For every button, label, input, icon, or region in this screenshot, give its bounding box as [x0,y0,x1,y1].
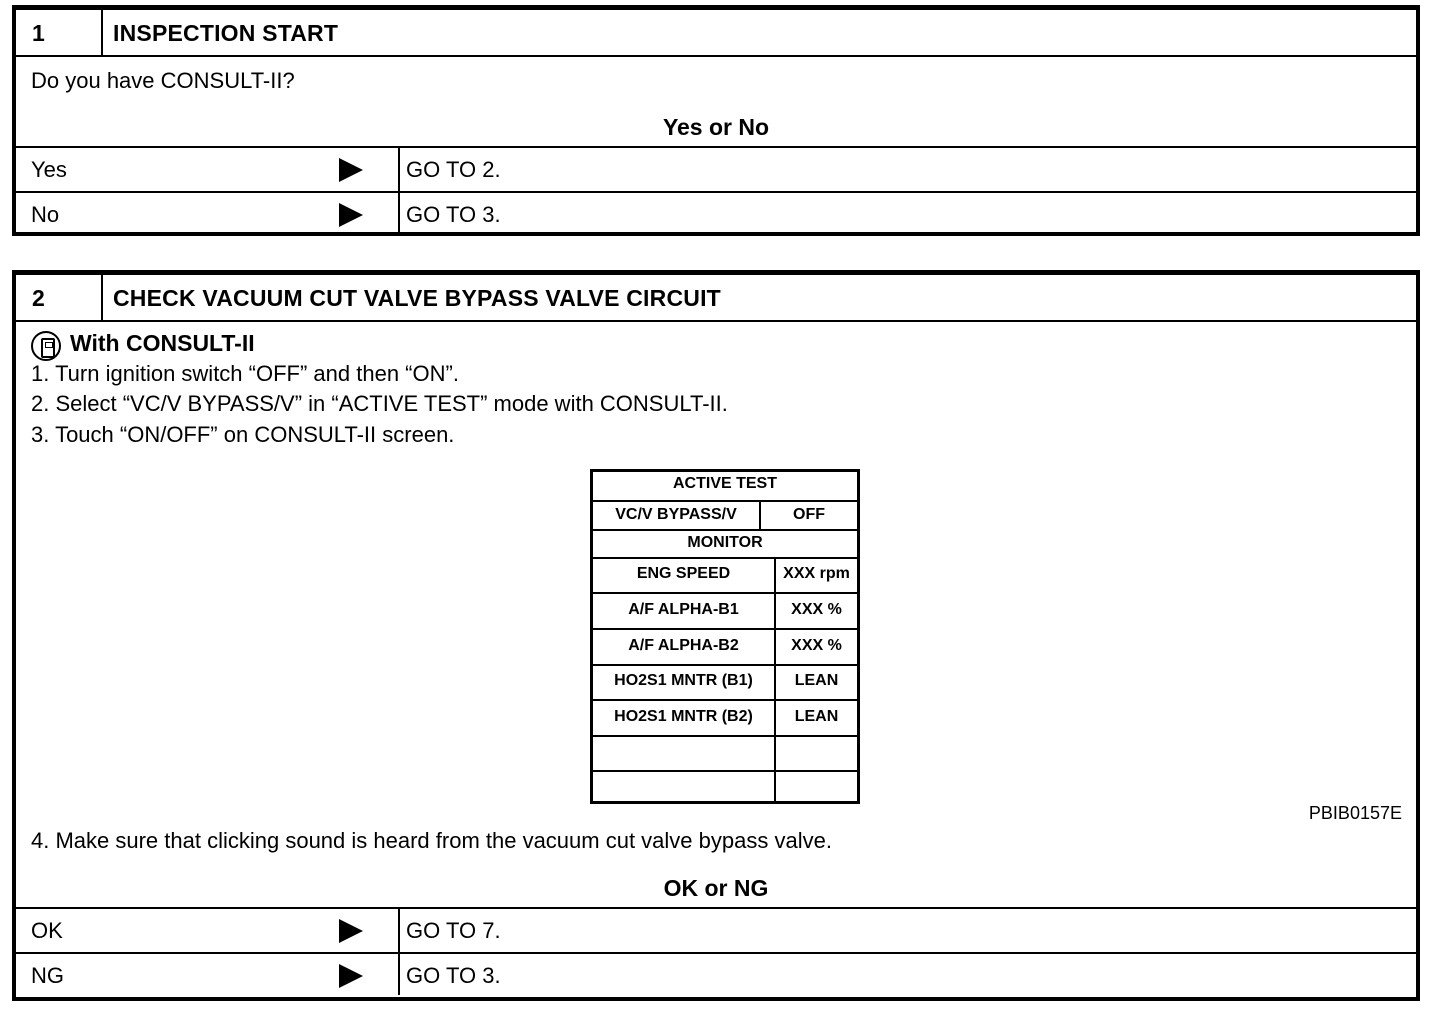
consult-ii-icon [31,331,61,361]
monitor-value: XXX rpm [783,565,850,582]
answer-row-yes[interactable] [16,146,1416,191]
with-consult-label: With CONSULT-II [70,330,255,356]
step-number: 2 [16,275,103,320]
monitor-value: LEAN [794,708,839,725]
monitor-item: HO2S1 MNTR (B1) [614,672,753,689]
arrow-right-icon [339,964,363,988]
procedure-step-1: 1. Turn ignition switch “OFF” and then “ON”. [31,361,459,386]
step-header [16,10,1416,57]
monitor-item: A/F ALPHA-B1 [628,601,739,618]
inspection-step-1 [12,5,1420,236]
arrow-right-icon [339,203,363,227]
goto-link[interactable]: GO TO 2. [406,157,501,182]
monitor-value: XXX % [791,601,842,618]
consult-screen-figure [590,469,860,804]
monitor-value: LEAN [794,672,839,689]
answer-row-ng[interactable] [16,952,1416,995]
test-value: OFF [793,506,825,523]
choice-prompt: OK or NG [663,875,769,901]
procedure-step-4: 4. Make sure that clicking sound is heard from the vacuum cut valve bypass valve. [31,828,832,853]
procedure-step-2: 2. Select “VC/V BYPASS/V” in “ACTIVE TEST” mode with CONSULT-II. [31,391,728,416]
figure-code: PBIB0157E [1308,803,1402,823]
arrow-right-icon [339,158,363,182]
test-item: VC/V BYPASS/V [615,506,737,523]
answer-label: No [31,202,60,227]
step-question: Do you have CONSULT-II? [31,68,295,93]
goto-link[interactable]: GO TO 3. [406,963,501,988]
monitor-value: XXX % [791,637,842,654]
step-title: CHECK VACUUM CUT VALVE BYPASS VALVE CIRCUIT [113,285,721,311]
choice-prompt: Yes or No [662,114,770,140]
step-title: INSPECTION START [113,20,339,46]
goto-link[interactable]: GO TO 7. [406,918,501,943]
answer-row-ok[interactable] [16,907,1416,952]
answer-label: Yes [31,157,67,182]
answer-label: OK [31,918,63,943]
procedure-step-3: 3. Touch “ON/OFF” on CONSULT-II screen. [31,422,455,447]
step-header [16,275,1416,322]
monitor-item: HO2S1 MNTR (B2) [614,708,753,725]
arrow-right-icon [339,919,363,943]
answer-row-no[interactable] [16,191,1416,234]
monitor-item: ENG SPEED [636,565,731,582]
screen-header: ACTIVE TEST [672,475,777,492]
goto-link[interactable]: GO TO 3. [406,202,501,227]
monitor-label: MONITOR [687,534,763,551]
step-number: 1 [16,10,103,55]
answer-label: NG [31,963,64,988]
monitor-item: A/F ALPHA-B2 [628,637,739,654]
inspection-step-2 [12,270,1420,1001]
